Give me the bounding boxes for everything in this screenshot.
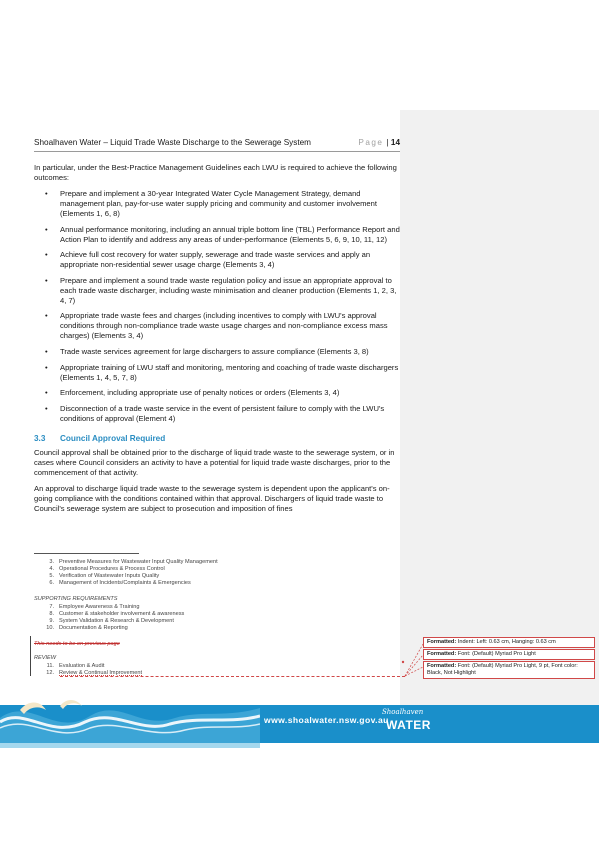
comment-text: Font: (Default) Myriad Pro Light, 9 pt, Font color: Black, Not Highlight bbox=[427, 663, 578, 677]
logo-script-text: Shoalhaven bbox=[382, 708, 424, 716]
list-item bbox=[34, 404, 402, 424]
footnote-list bbox=[34, 559, 218, 587]
comment-label: Formatted: bbox=[427, 651, 457, 657]
revision-comment[interactable] bbox=[423, 637, 595, 648]
body-paragraph: An approval to discharge liquid trade waste to the sewerage system is dependent upon the applicant's on-going compliance with the conditions contained within that approval. Dischargers of liquid trade waste to Council's sewerage system are subject to prosecution and imposition of fines bbox=[34, 483, 390, 513]
footnote-item: 10. Documentation & Reporting bbox=[46, 624, 128, 631]
document-title: Shoalhaven Water – Liquid Trade Waste Discharge to the Sewerage System bbox=[34, 138, 312, 147]
comment-text: Font: (Default) Myriad Pro Light bbox=[457, 651, 536, 657]
comment-text: Indent: Left: 0.63 cm, Hanging: 0.63 cm bbox=[457, 639, 556, 645]
bullet-icon: • bbox=[45, 275, 48, 285]
header-rule bbox=[34, 151, 400, 152]
comment-connector bbox=[60, 676, 405, 677]
list-item-text: Prepare and implement a 30-year Integrated Water Cycle Management Strategy, demand management plan, pay-for-use water supply pricing and community and customer involvement (Elements 1, 6, 8) bbox=[60, 189, 377, 218]
comment-label: Formatted: bbox=[427, 663, 457, 669]
list-item-text: Prepare and implement a sound trade waste regulation policy and issue an appropriate approval to each trade waste discharger, including waste minimisation and cleaner production (Elements 1, 2, 3, 4, 7) bbox=[60, 275, 397, 305]
list-item bbox=[34, 388, 402, 398]
footnote-item: 6. Management of Incidents/Complaints & Emergencies bbox=[49, 579, 191, 586]
bullet-icon: • bbox=[45, 403, 48, 413]
body-paragraph: Council approval shall be obtained prior to the discharge of liquid trade waste to the sewerage system, or in cases where Council considers an activity to have a potential for liquid trade waste discharges, prior to the commencement of that activity. bbox=[34, 447, 395, 477]
footnote-list bbox=[34, 604, 184, 632]
footnote-item: 11. Evaluation & Audit bbox=[46, 663, 105, 669]
shoalhaven-water-logo bbox=[380, 708, 440, 740]
list-item bbox=[34, 189, 402, 219]
list-item bbox=[34, 311, 402, 341]
intro-paragraph: In particular, under the Best-Practice Management Guidelines each LWU is required to achieve the following outcomes: bbox=[34, 163, 397, 182]
wave-graphic-icon bbox=[0, 688, 260, 748]
list-item-text: Disconnection of a trade waste service in the event of persistent failure to comply with the LWU's conditions of approval (Element 4) bbox=[60, 403, 385, 423]
footer-website-link[interactable]: www.shoalwater.nsw.gov.au bbox=[264, 715, 389, 725]
page-word: Page bbox=[358, 138, 384, 147]
change-bar bbox=[30, 636, 31, 676]
bullet-icon: • bbox=[45, 189, 48, 198]
page-indicator bbox=[358, 138, 400, 147]
bullet-icon: • bbox=[45, 224, 48, 234]
footnote-item: 4. Operational Procedures & Process Control bbox=[49, 565, 165, 572]
supporting-requirements-heading: SUPPORTING REQUIREMENTS bbox=[34, 596, 118, 602]
outcomes-list bbox=[34, 189, 402, 424]
bullet-icon: • bbox=[45, 388, 48, 398]
page-separator: | bbox=[386, 138, 391, 147]
comment-connector-lines bbox=[396, 640, 426, 680]
page-header bbox=[34, 138, 400, 152]
bullet-icon: • bbox=[45, 311, 48, 321]
section-title: Council Approval Required bbox=[60, 433, 166, 443]
list-item-text: Trade waste services agreement for large dischargers to assure compliance (Elements 3, 8) bbox=[60, 346, 369, 356]
footnote-item: 3. Preventive Measures for Wastewater Input Quality Management bbox=[49, 559, 218, 565]
bullet-icon: • bbox=[45, 346, 48, 356]
section-number: 3.3 bbox=[34, 433, 46, 443]
document-body bbox=[34, 163, 402, 520]
list-item bbox=[34, 276, 402, 306]
section-heading bbox=[34, 434, 402, 444]
list-item-text: Annual performance monitoring, including an annual triple bottom line (TBL) Performance Report and Action Plan to identify and address any areas of under-performance (Elements 5, 6, 9, 10, 11, 12) bbox=[60, 224, 400, 244]
revision-comment[interactable] bbox=[423, 661, 595, 679]
comment-label: Formatted: bbox=[427, 639, 457, 645]
revision-comment[interactable] bbox=[423, 649, 595, 660]
list-item-text: Enforcement, including appropriate use of penalty notices or orders (Elements 3, 4) bbox=[60, 388, 340, 398]
footnote-item: 12. Review & Continual Improvement bbox=[46, 669, 143, 676]
list-item-text: Appropriate training of LWU staff and monitoring, mentoring and coaching of trade waste dischargers (Elements 1, 4, 5, 7, 8) bbox=[60, 362, 399, 382]
comment-margin-pane bbox=[400, 110, 599, 716]
page-number: 14 bbox=[390, 138, 400, 147]
list-item bbox=[34, 250, 402, 270]
list-item bbox=[34, 363, 402, 383]
bullet-icon: • bbox=[45, 362, 48, 372]
deleted-note: This needs to be on previous page bbox=[34, 641, 120, 647]
list-item bbox=[34, 225, 402, 245]
footnote-item: 5. Verification of Wastewater Inputs Quality bbox=[49, 572, 160, 579]
list-item bbox=[34, 347, 402, 357]
bullet-icon: • bbox=[45, 250, 48, 260]
logo-word-text: WATER bbox=[386, 718, 431, 732]
footnote-list bbox=[34, 663, 142, 677]
review-heading: REVIEW bbox=[34, 655, 57, 661]
footnote-rule bbox=[34, 553, 139, 554]
list-item-text: Appropriate trade waste fees and charges (including incentives to comply with LWU's approval conditions through non-compliance trade waste usage charges and non-compliance excess mass charges) (Elements 3, 4) bbox=[60, 311, 388, 341]
list-item-text: Achieve full cost recovery for water supply, sewerage and trade waste services and apply an appropriate non-residential sewer usage charge (Elements 3, 4) bbox=[60, 250, 371, 270]
footnote-item: 7. Employee Awareness & Training bbox=[49, 604, 140, 610]
footnote-item: 9. System Validation & Research & Development bbox=[49, 617, 174, 624]
footnote-item: 8. Customer & stakeholder involvement & awareness bbox=[49, 610, 185, 617]
